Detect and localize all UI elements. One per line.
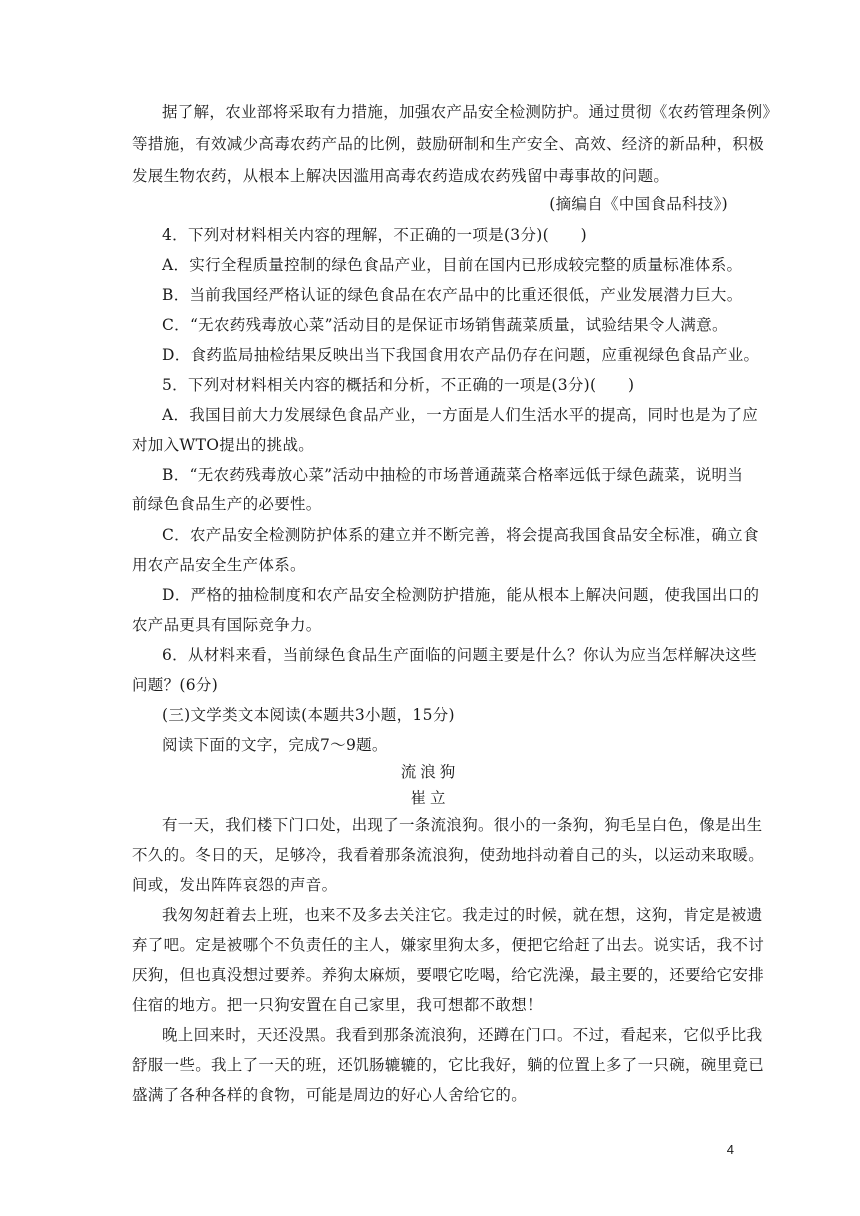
question-5-option-a: A．我国目前大力发展绿色食品产业，一方面是人们生活水平的提高，同时也是为了应 [162, 406, 759, 424]
section-instruction: 阅读下面的文字，完成7～9题。 [162, 736, 388, 754]
question-6-stem: 6．从材料来看，当前绿色食品生产面临的问题主要是什么？你认为应当怎样解决这些 [162, 646, 757, 664]
story-title: 流浪狗 [400, 763, 460, 781]
story-paragraph-line: 我匆匆赶着去上班，也来不及多去关注它。我走过的时候，就在想，这狗，肯定是被遗 [162, 906, 763, 924]
question-5-option-a-cont: 对加入WTO提出的挑战。 [132, 436, 315, 454]
story-author: 崔立 [410, 789, 450, 807]
question-4-option-a: A．实行全程质量控制的绿色食品产业，目前在国内已形成较完整的质量标准体系。 [162, 256, 743, 274]
question-6-stem-cont: 问题？(6分) [132, 676, 219, 694]
question-5-option-c: C．农产品安全检测防护体系的建立并不断完善，将会提高我国食品安全标准，确立食 [162, 526, 759, 544]
story-paragraph-line: 厌狗，但也真没想过要养。养狗太麻烦，要喂它吃喝，给它洗澡，最主要的，还要给它安排 [132, 966, 765, 984]
story-paragraph-line: 舒服一些。我上了一天的班，还饥肠辘辘的，它比我好，躺的位置上多了一只碗，碗里竟已 [132, 1056, 765, 1074]
source-citation: (摘编自《中国食品科技》) [549, 195, 728, 213]
section-heading: (三)文学类文本阅读(本题共3小题，15分) [162, 706, 455, 724]
story-paragraph-line: 晚上回来时，天还没黑。我看到那条流浪狗，还蹲在门口。不过，看起来，它似乎比我 [162, 1026, 763, 1044]
paragraph-line: 等措施，有效减少高毒农药产品的比例，鼓励研制和生产安全、高效、经济的新品种，积极 [132, 135, 765, 153]
question-5-option-b-cont: 前绿色食品生产的必要性。 [132, 495, 322, 513]
story-paragraph-line: 盛满了各种各样的食物，可能是周边的好心人舍给它的。 [132, 1086, 528, 1104]
paragraph-line: 据了解，农业部将采取有力措施，加强农产品安全检测防护。通过贯彻《农药管理条例》 [162, 103, 779, 121]
question-4-option-c: C．“无农药残毒放心菜”活动目的是保证市场销售蔬菜质量，试验结果令人满意。 [162, 316, 728, 334]
question-5-option-d: D．严格的抽检制度和农产品安全检测防护措施，能从根本上解决问题，使我国出口的 [162, 586, 760, 604]
question-5-stem: 5．下列对材料相关内容的概括和分析，不正确的一项是(3分)( ) [162, 376, 635, 394]
page-number: 4 [726, 1142, 734, 1157]
story-paragraph-line: 不久的。冬日的天，足够冷，我看着那条流浪狗，使劲地抖动着自己的头，以运动来取暖。 [132, 846, 765, 864]
question-5-option-d-cont: 农产品更具有国际竞争力。 [132, 616, 322, 634]
paragraph-line: 发展生物农药，从根本上解决因滥用高毒农药造成农药残留中毒事故的问题。 [132, 167, 670, 185]
story-paragraph-line: 间或，发出阵阵哀怨的声音。 [132, 876, 338, 894]
question-4-option-b: B．当前我国经严格认证的绿色食品在农产品中的比重还很低，产业发展潜力巨大。 [162, 286, 743, 304]
question-4-option-d: D．食药监局抽检结果反映出当下我国食用农产品仍存在问题，应重视绿色食品产业。 [162, 346, 760, 364]
question-5-option-b: B．“无农药残毒放心菜”活动中抽检的市场普通蔬菜合格率远低于绿色蔬菜，说明当 [162, 466, 744, 484]
question-4-stem: 4．下列对材料相关内容的理解，不正确的一项是(3分)( ) [162, 226, 587, 244]
story-paragraph-line: 弃了吧。定是被哪个不负责任的主人，嫌家里狗太多，便把它给赶了出去。说实话，我不讨 [132, 936, 765, 954]
story-paragraph-line: 住宿的地方。把一只狗安置在自己家里，我可想都不敢想！ [132, 996, 543, 1014]
story-paragraph-line: 有一天，我们楼下门口处，出现了一条流浪狗。很小的一条狗，狗毛呈白色，像是出生 [162, 816, 763, 834]
question-5-option-c-cont: 用农产品安全生产体系。 [132, 556, 306, 574]
